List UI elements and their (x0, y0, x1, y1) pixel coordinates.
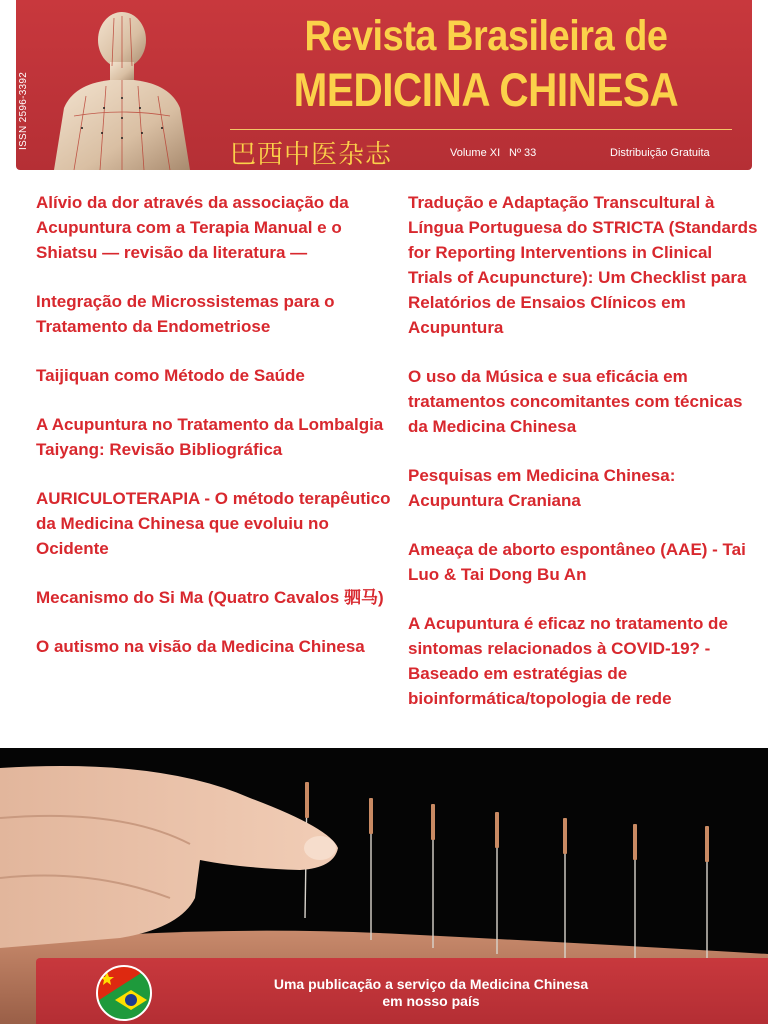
issn-label: ISSN 2596-3392 (18, 71, 29, 150)
article-title[interactable]: Tradução e Adaptação Transcultural à Língua Portuguesa do STRICTA (Standards for Reporting Interventions in Clinical Trials of Acupuncture): Um Checklist para Relatórios de Ensaios Clínicos em Acupuntura (408, 193, 758, 337)
article-title[interactable]: AURICULOTERAPIA - O método terapêutico da Medicina Chinesa que evoluiu no Ocidente (36, 489, 391, 558)
header-divider (230, 129, 732, 130)
article-title[interactable]: Taijiquan como Método de Saúde (36, 366, 305, 385)
footer-tagline (226, 976, 636, 1010)
title-line-1: Revista Brasileira de (304, 12, 668, 60)
article-title[interactable]: Mecanismo do Si Ma (Quatro Cavalos 驷马) (36, 588, 384, 607)
article-title[interactable]: A Acupuntura no Tratamento da Lombalgia Taiyang: Revisão Bibliográfica (36, 415, 384, 459)
article-title[interactable]: Integração de Microssistemas para o Tratamento da Endometriose (36, 292, 335, 336)
magazine-header (16, 0, 752, 170)
distribution-label: Distribuição Gratuita (610, 147, 710, 159)
footer-line-1: Uma publicação a serviço da Medicina Chinesa (273, 976, 589, 992)
footer-line-2: em nosso país (382, 993, 480, 1009)
article-title[interactable]: A Acupuntura é eficaz no tratamento de sintomas relacionados à COVID-19? - Baseado em estratégias de bioinformática/topologia de rede (408, 614, 728, 708)
acupuncture-model-figure (34, 8, 204, 170)
title-line-2: MEDICINA CHINESA (293, 63, 679, 116)
volume-label: Volume XI (450, 147, 501, 159)
article-title[interactable]: O uso da Música e sua eficácia em tratamentos concomitantes com técnicas da Medicina Chinesa (408, 367, 743, 436)
china-brazil-flag-icon (93, 964, 155, 1022)
articles-right-column (408, 190, 758, 735)
articles-left-column (36, 190, 392, 683)
chinese-title: 巴西中医杂志 (230, 140, 393, 170)
article-title[interactable]: O autismo na visão da Medicina Chinesa (36, 637, 365, 656)
article-title[interactable]: Alívio da dor através da associação da Acupuntura com a Terapia Manual e o Shiatsu — revisão da literatura — (36, 193, 349, 262)
article-title[interactable]: Pesquisas em Medicina Chinesa: Acupuntura Craniana (408, 466, 676, 510)
issue-number: Nº 33 (509, 147, 537, 159)
article-title[interactable]: Ameaça de aborto espontâneo (AAE) - Tai Luo & Tai Dong Bu An (408, 540, 746, 584)
